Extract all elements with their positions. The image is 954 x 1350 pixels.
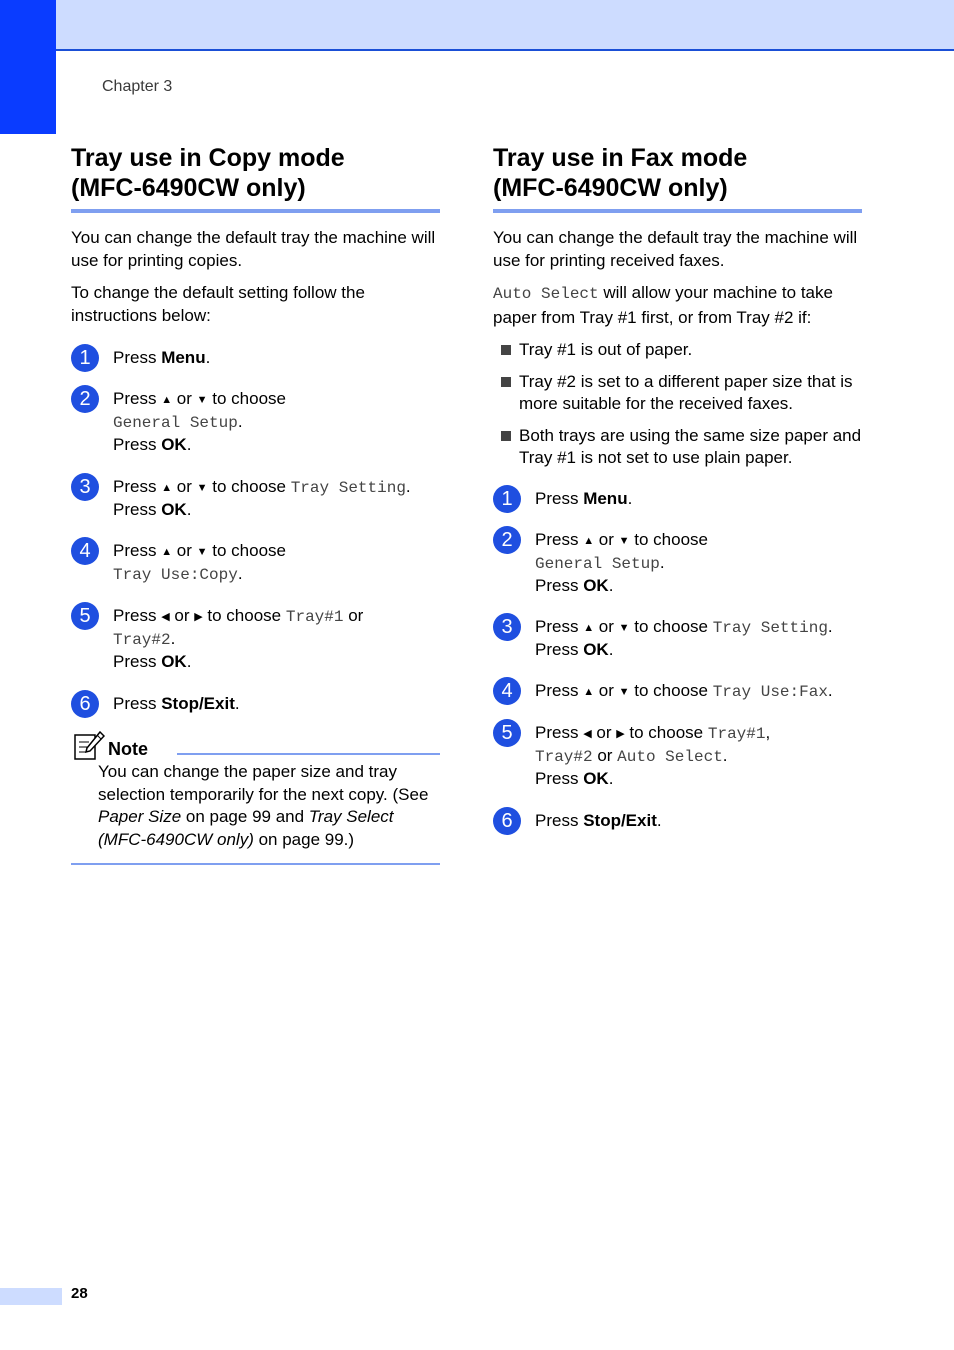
menu-option: Tray#1	[707, 725, 766, 743]
note-bottom-rule	[71, 863, 440, 865]
step-number-badge: 3	[493, 613, 521, 641]
square-bullet-icon	[501, 431, 511, 441]
left-column	[71, 143, 440, 865]
fax-step-1: 1 Press Menu.	[493, 488, 862, 510]
bullet-item: Both trays are using the same size paper and Tray #1 is not set to use plain paper.	[493, 425, 862, 469]
fax-step-5: 5 Press ◀ or ▶ to choose Tray#1, Tray#2 or Auto Select. Press OK.	[493, 722, 862, 790]
down-arrow-icon: ▼	[196, 394, 208, 406]
step-number-badge: 4	[71, 537, 99, 565]
fax-step-2: 2 Press ▲ or ▼ to choose General Setup. Press OK.	[493, 529, 862, 597]
down-arrow-icon: ▼	[196, 546, 208, 558]
menu-option: Tray#1	[285, 608, 344, 626]
copy-intro: You can change the default tray the machine will use for printing copies.	[71, 228, 436, 270]
up-arrow-icon: ▲	[161, 482, 173, 494]
copy-step-4: 4 Press ▲ or ▼ to choose Tray Use:Copy.	[71, 540, 440, 586]
bullet-item: Tray #1 is out of paper.	[493, 339, 862, 361]
bullet-item: Tray #2 is set to a different paper size that is more suitable for the received faxes.	[493, 371, 862, 415]
page-number-tab	[0, 1288, 62, 1305]
square-bullet-icon	[501, 377, 511, 387]
step-number-badge: 1	[71, 344, 99, 372]
menu-option: Auto Select	[493, 285, 599, 303]
right-column	[493, 143, 862, 832]
copy-step-2: 2 Press ▲ or ▼ to choose General Setup. Press OK.	[71, 388, 440, 456]
menu-option: Tray Use:Fax	[712, 683, 828, 701]
up-arrow-icon: ▲	[583, 535, 595, 547]
step-number-badge: 3	[71, 473, 99, 501]
paper-size-reference: Paper Size	[98, 807, 182, 826]
menu-option: General Setup	[535, 555, 660, 573]
menu-option: Tray#2	[535, 748, 593, 766]
fax-step-3: 3 Press ▲ or ▼ to choose Tray Setting. Press OK.	[493, 616, 862, 661]
menu-option: Tray#2	[113, 631, 171, 649]
right-arrow-icon: ▶	[194, 611, 203, 623]
fax-mode-heading: Tray use in Fax mode (MFC-6490CW only)	[493, 143, 862, 213]
step-number-badge: 6	[493, 807, 521, 835]
copy-step-6: 6 Press Stop/Exit.	[71, 693, 440, 715]
square-bullet-icon	[501, 345, 511, 355]
left-arrow-icon: ◀	[161, 611, 170, 623]
menu-option: Tray Setting	[712, 619, 828, 637]
menu-option: Tray Setting	[290, 479, 406, 497]
chapter-label: Chapter 3	[102, 78, 173, 95]
auto-select-description: Auto Select will allow your machine to take paper from Tray #1 first, or from Tray #2 if:	[493, 283, 833, 327]
menu-option: Auto Select	[617, 748, 723, 766]
down-arrow-icon: ▼	[618, 686, 630, 698]
header-band	[0, 0, 954, 51]
up-arrow-icon: ▲	[583, 686, 595, 698]
note-rule	[177, 753, 440, 755]
note-box	[71, 731, 440, 865]
copy-mode-heading: Tray use in Copy mode (MFC-6490CW only)	[71, 143, 440, 213]
down-arrow-icon: ▼	[618, 622, 630, 634]
note-header	[71, 731, 440, 761]
menu-option: Tray Use:Copy	[113, 566, 238, 584]
step-number-badge: 2	[493, 526, 521, 554]
right-arrow-icon: ▶	[616, 728, 625, 740]
step-number-badge: 4	[493, 677, 521, 705]
copy-instruction: To change the default setting follow the instructions below:	[71, 283, 365, 325]
up-arrow-icon: ▲	[583, 622, 595, 634]
copy-step-3: 3 Press ▲ or ▼ to choose Tray Setting. Press OK.	[71, 476, 440, 521]
page-number: 28	[71, 1285, 88, 1302]
step-number-badge: 6	[71, 690, 99, 718]
fax-intro: You can change the default tray the machine will use for printing received faxes.	[493, 228, 858, 270]
note-text: You can change the paper size and tray selection temporarily for the next copy. (See Paper Size on page 99 and Tray Select (MFC-6490CW only) on page 99.)	[98, 762, 429, 849]
left-arrow-icon: ◀	[583, 728, 592, 740]
note-label: Note	[108, 739, 148, 759]
tray-select-reference: Tray Select (MFC-6490CW only)	[98, 807, 394, 849]
up-arrow-icon: ▲	[161, 546, 173, 558]
step-number-badge: 5	[71, 602, 99, 630]
menu-option: General Setup	[113, 414, 238, 432]
note-pencil-icon	[73, 731, 105, 761]
chapter-side-tab	[0, 0, 56, 134]
up-arrow-icon: ▲	[161, 394, 173, 406]
down-arrow-icon: ▼	[196, 482, 208, 494]
fax-step-4: 4 Press ▲ or ▼ to choose Tray Use:Fax.	[493, 680, 862, 703]
step-number-badge: 2	[71, 385, 99, 413]
down-arrow-icon: ▼	[618, 535, 630, 547]
step-number-badge: 5	[493, 719, 521, 747]
step-number-badge: 1	[493, 485, 521, 513]
copy-step-5: 5 Press ◀ or ▶ to choose Tray#1 or Tray#2. Press OK.	[71, 605, 440, 673]
copy-step-1: 1 Press Menu.	[71, 347, 440, 369]
fax-step-6: 6 Press Stop/Exit.	[493, 810, 862, 832]
